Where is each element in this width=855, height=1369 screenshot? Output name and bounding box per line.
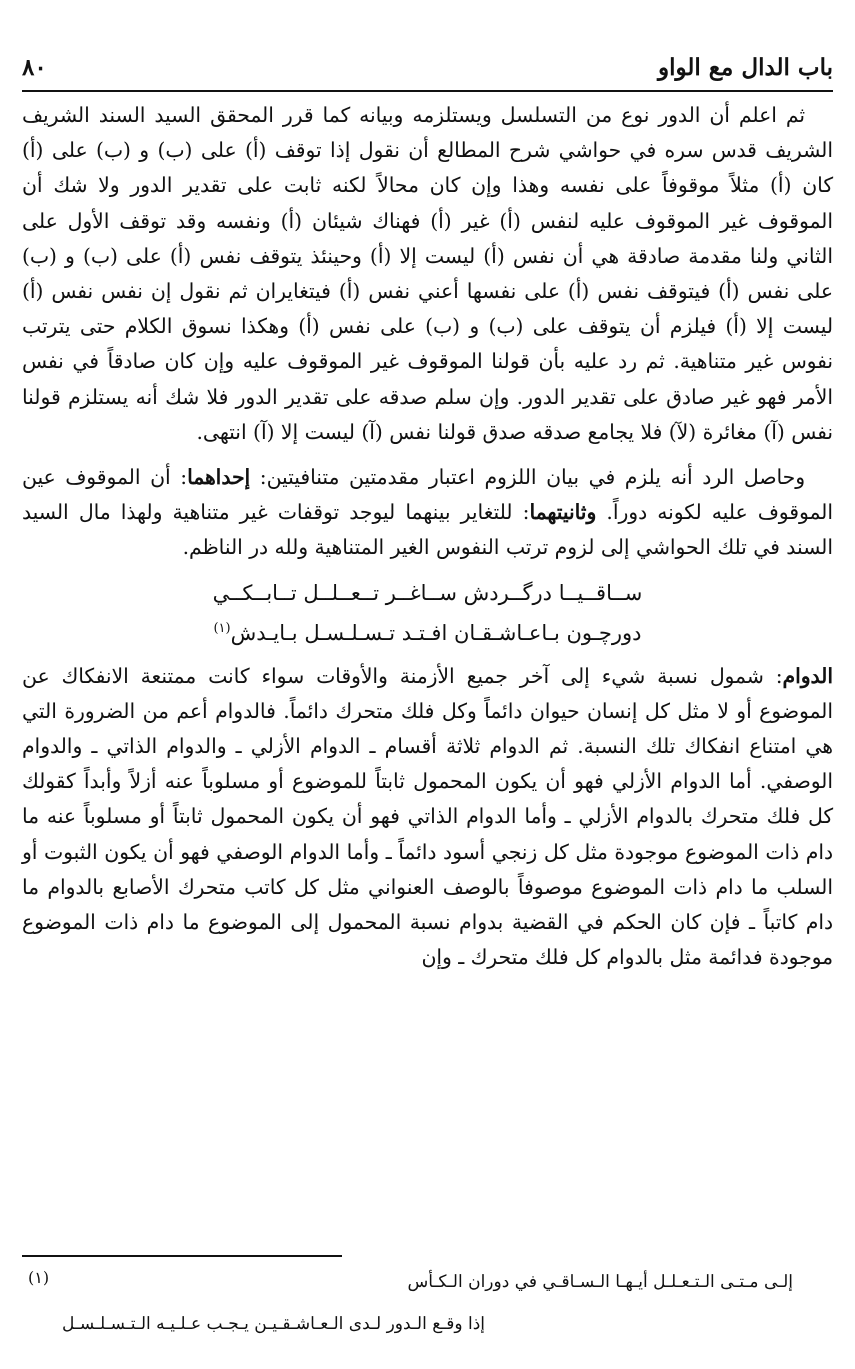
page-body [22,98,833,985]
verse-line-2-text: دورچـون بـاعـاشـقـان افـتـد تـسـلـسـل بـايـدش [230,620,642,645]
running-header [22,50,833,92]
paragraph-dawr-explanation: ثم اعلم أن الدور نوع من التسلسل ويستلزمه وبيانه كما قرر المحقق السيد السند الشريف الشريف قدس سره في حواشي شرح المطالع أن نقول إذا توقف (أ) على (ب) و (ب) على (أ) كان (أ) مثلاً موقوفاً على نفسه وهذا وإن كان محالاً لكنه ثابت على تقدير الدور ولا شك أن الموقوف غير الموقوف عليه لنفس (أ) غير (أ) فهناك شيئان (أ) ونفسه وقد توقف الأول على الثاني ولنا مقدمة صادقة هي أن نفس (أ) ليست إلا (أ) وحينئذ يتوقف نفس (أ) على (ب) و (ب) على نفس (أ) فيتوقف نفس (أ) على نفسها أعني نفس (أ) فيتغايران ثم نقول إن نفس نفس (أ) ليست إلا (أ) فيلزم أن يتوقف على (ب) و (ب) على نفس (أ) وهكذا نسوق الكلام حتى يترتب نفوس غير متناهية. ثم رد عليه بأن قولنا الموقوف غير الموقوف عليه وإن كان صادقاً في نفس الأمر فهو غير صادق على تقدير الدور. وإن سلم صدقه على تقدير الدور فلا شك أنه يستلزم قولنا نفس (آ) مغائرة (لآ) فلا يجامع صدقه صدق قولنا نفس (آ) ليست إلا (آ) انتهى. [22,103,833,444]
verse-line-1: ســاقــيــا درگــردش ســاغــر تــعــلــل تــابــكــي [212,580,643,605]
book-page [22,40,833,1350]
chapter-title: باب الدال مع الواو [658,54,833,81]
footnotes [22,1268,833,1352]
footnote-line-2: إذا وقـع الـدور لـدى الـعـاشـقـيـن يـجـب عـلـيـه الـتـسـلـسـل [62,1314,486,1334]
page-number: ٨٠ [22,54,47,81]
paragraph-al-dawam [22,659,833,976]
paragraph-refutation-summary [22,460,833,566]
al-dawam-definition: : شمول نسبة شيء إلى آخر جميع الأزمنة والأوقات سواء كانت ممتنعة الانفكاك عن الموضوع أو لا مثل كل إنسان حيوان دائماً وكل فلك متحرك دائماً. فالدوام أعم من الضرورة التي هي امتناع انفكاك تلك النسبة. ثم الدوام ثلاثة أقسام ـ الدوام الأزلي ـ والدوام الذاتي ـ والدوام الوصفي. أما الدوام الأزلي فهو أن يكون المحمول ثابتاً للموضوع أو مسلوباً عنه أزلاً وأبداً كقولك كل فلك متحرك بالدوام الأزلي ـ وأما الدوام الذاتي فهو أن يكون المحمول ثابتاً أو مسلوباً عنه ما دام ذات الموضوع موجودة مثل كل زنجي أسود دائماً ـ وأما الدوام الوصفي فهو أن يكون الثبوت أو السلب ما دام ذات الموضوع موصوفاً بالوصف العنواني مثل كل كاتب متحرك الأصابع بالدوام ما دام كاتباً ـ فإن كان الحكم في القضية بدوام نسبة المحمول إلى الموضوع ما دام ذات الموضوع موجودة فدائمة مثل بالدوام كل فلك متحرك ـ وإن [22,663,833,970]
p2-text-start: وحاصل الرد أنه يلزم في بيان اللزوم اعتبار مقدمتين متنافيتين: [250,465,806,490]
p2-text-mid: : أن الموقوف عين الموقوف عليه لكونه دوراً. [22,465,833,525]
footnote-divider [22,1255,342,1257]
verse-line-2 [22,611,833,651]
entry-term-al-dawam: الدوام [782,663,833,688]
footnote-line-1: إلـى مـتـى الـتـعـلـل أيـهـا الـسـاقـي في دوران الـكـأس [407,1272,793,1292]
term-ihdahuma: إحداهما [187,465,251,490]
footnote-number: (١) [28,1268,50,1287]
footnote-reference: (١) [213,620,231,636]
p2-text-end: : للتغاير بينهما ليوجد توقفات غير متناهية ولهذا مال السيد السند في تلك الحواشي إلى لزوم ترتب النفوس الغير المتناهية ولله در الناظم. [22,500,833,560]
term-thaniyatuhuma: وثانيتهما [529,500,597,525]
persian-verse [22,576,833,651]
